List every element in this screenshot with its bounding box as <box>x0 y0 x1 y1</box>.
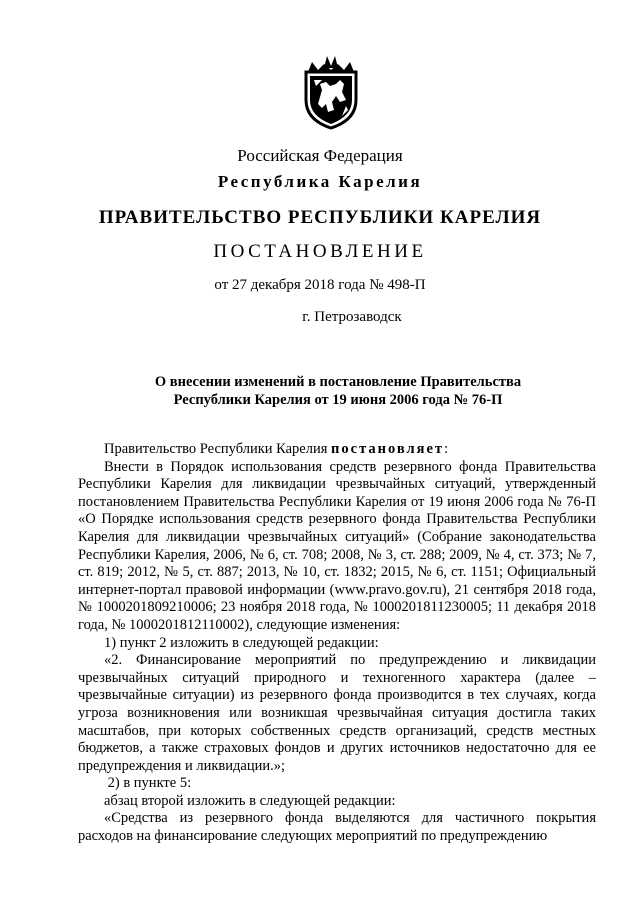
title-line-2: Республики Карелия от 19 июня 2006 года № 76-П <box>173 392 503 408</box>
document-type: ПОСТАНОВЛЕНИЕ <box>213 241 427 262</box>
preamble-text: Правительство Республики Карелия <box>104 441 328 457</box>
karelia-coat-of-arms-icon <box>302 54 360 130</box>
paragraph: «2. Финансирование мероприятий по предупреждению и ликвидации чрезвычайных ситуаций природного и техногенного характера (далее – чрезвычайные ситуации) из резервного фонда производится в тех случаях, когда угроза возникновения или возникшая чрезвычайная ситуация достигла таких масштабов, при которых собственных средств организаций, средств местных бюджетов, а также страховых фондов и других источников недостаточно для ее предупреждения и ликвидации.»; <box>78 652 596 774</box>
paragraph: абзац второй изложить в следующей редакции: <box>104 792 396 809</box>
document-title <box>0 373 640 409</box>
country-name: Российская Федерация <box>237 146 403 165</box>
date-and-number: от 27 декабря 2018 года № 498-П <box>214 277 426 293</box>
paragraph: 1) пункт 2 изложить в следующей редакции: <box>104 634 379 651</box>
title-line-1: О внесении изменений в постановление Правительства <box>154 374 522 390</box>
preamble-verb: постановляет <box>331 441 445 457</box>
republic-name: Республика Карелия <box>217 172 423 191</box>
government-name: ПРАВИТЕЛЬСТВО РЕСПУБЛИКИ КАРЕЛИЯ <box>98 207 542 228</box>
paragraph: «Средства из резервного фонда выделяются для частичного покрытия расходов на финансирование следующих мероприятий по предупреждению <box>78 810 596 845</box>
paragraph: Внести в Порядок использования средств резервного фонда Правительства Республики Карелия для ликвидации чрезвычайных ситуаций, утвержденный постановлением Правительства Республики Карелия от 19 июня 2006 года № 76-П «О Порядке использования средств резервного фонда Правительства Республики Карелия для ликвидации чрезвычайных ситуаций» (Собрание законодательства Республики Карелия, 2006, № 6, ст. 708; 2008, № 3, ст. 288; 2009, № 4, ст. 373; № 7, ст. 819; 2012, № 5, ст. 887; 2013, № 10, ст. 1832; 2015, № 6, ст. 1151; Официальный интернет-портал правовой информации (www.pravo.gov.ru), 21 сентября 2018 года, № 1000201809210006; 23 ноября 2018 года, № 1000201811230005; 11 декабря 2018 года, № 1000201812110002), следующие изменения: <box>78 458 596 633</box>
paragraph: 2) в пункте 5: <box>104 775 192 792</box>
document-body <box>78 441 596 846</box>
preamble <box>78 441 596 459</box>
city: г. Петрозаводск <box>302 309 402 325</box>
preamble-colon: : <box>444 441 449 457</box>
